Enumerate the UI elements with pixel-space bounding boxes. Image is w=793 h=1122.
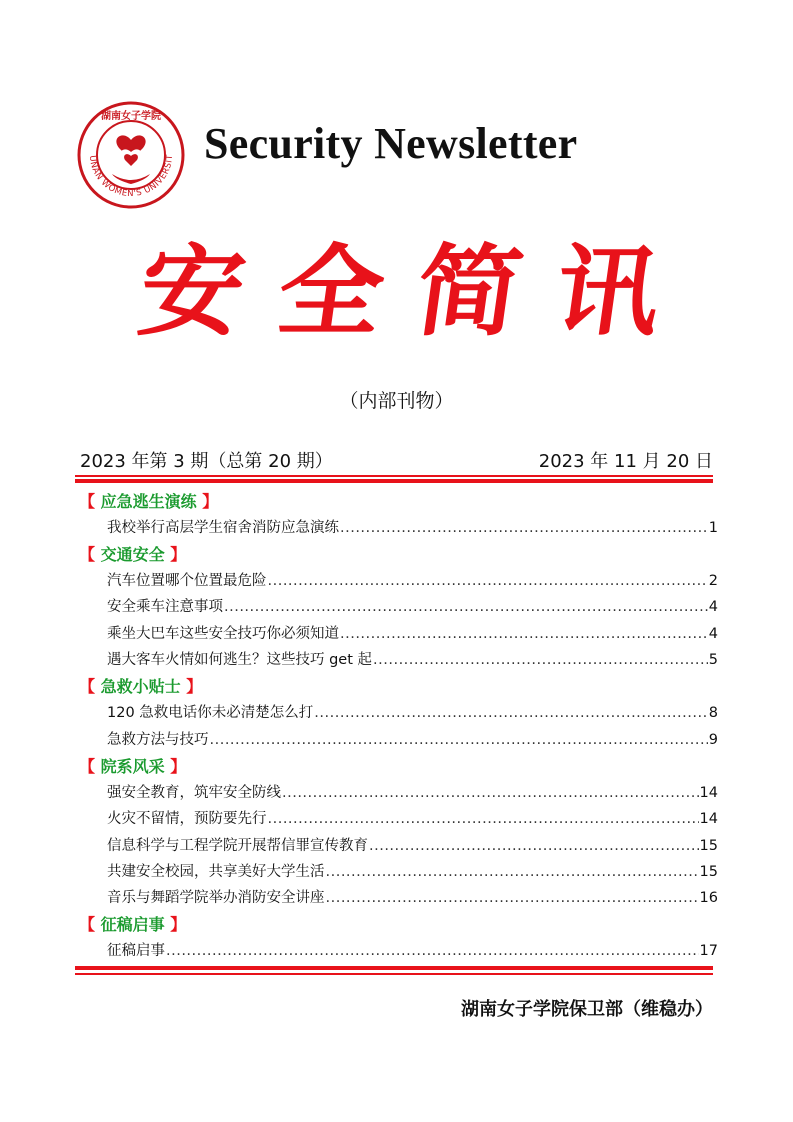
toc-leader-dots (340, 626, 708, 642)
toc-section-heading: 【 急救小贴士 】 (79, 677, 203, 696)
publisher-organization: 湖南女子学院保卫部（维稳办） (461, 999, 713, 1020)
header-rule-thin (75, 475, 713, 477)
toc-entry[interactable] (107, 886, 718, 907)
toc-entry[interactable] (107, 516, 718, 537)
toc-entry[interactable] (107, 860, 718, 881)
toc-entry-title: 火灾不留情，预防要先行 (107, 811, 267, 827)
toc-entry-title: 征稿启事 (107, 943, 165, 959)
toc-entry-page: 17 (699, 943, 718, 959)
section-title: 急救小贴士 (100, 677, 181, 696)
section-title: 交通安全 (100, 545, 165, 564)
toc-leader-dots (268, 811, 699, 827)
toc-leader-dots (314, 705, 707, 721)
toc-leader-dots (166, 943, 699, 959)
toc-entry-title: 汽车位置哪个位置最危险 (107, 573, 267, 589)
hunan-womens-university-logo-icon (76, 100, 186, 210)
section-title: 院系风采 (100, 757, 165, 776)
toc-entry-title: 音乐与舞蹈学院举办消防安全讲座 (107, 890, 325, 906)
logo-top-text: 湖南女子学院 (101, 111, 161, 122)
toc-entry-title: 乘坐大巴车这些安全技巧你必须知道 (107, 626, 339, 642)
toc-entry-page: 14 (699, 785, 718, 801)
toc-leader-dots (373, 652, 708, 668)
toc-entry[interactable] (107, 939, 718, 960)
toc-entry[interactable] (107, 595, 718, 616)
logo-ring-text: UNAN WOMEN'S UNIVERSIT (86, 154, 176, 200)
toc-entry-page: 1 (708, 520, 718, 536)
toc-leader-dots (210, 732, 708, 748)
issue-number: 2023 年第 3 期（总第 20 期） (80, 451, 333, 472)
toc-leader-dots (340, 520, 708, 536)
toc-section-heading: 【 院系风采 】 (79, 757, 187, 776)
toc-entry-title: 我校举行高层学生宿舍消防应急演练 (107, 520, 339, 536)
toc-entry[interactable] (107, 728, 718, 749)
title-char-3: 简 (409, 233, 530, 350)
footer-rule-thick (75, 966, 713, 970)
toc-entry[interactable] (107, 701, 718, 722)
english-title: Security Newsletter (204, 119, 578, 168)
university-logo (76, 100, 186, 210)
toc-leader-dots (224, 599, 708, 615)
toc-entry-title: 急救方法与技巧 (107, 732, 209, 748)
toc-entry[interactable] (107, 834, 718, 855)
toc-leader-dots (282, 785, 699, 801)
toc-entry-page: 16 (699, 890, 718, 906)
toc-section-heading: 【 交通安全 】 (79, 545, 187, 564)
toc-entry-page: 2 (708, 573, 718, 589)
toc-entry-title: 信息科学与工程学院开展帮信罪宣传教育 (107, 838, 368, 854)
issue-date: 2023 年 11 月 20 日 (538, 451, 713, 472)
internal-publication-note: （内部刊物） (339, 390, 454, 412)
toc-entry-page: 4 (708, 599, 718, 615)
toc-entry-title: 共建安全校园，共享美好大学生活 (107, 864, 325, 880)
chinese-title (131, 232, 669, 352)
toc-leader-dots (326, 890, 699, 906)
toc-entry-page: 9 (708, 732, 718, 748)
toc-entry-page: 4 (708, 626, 718, 642)
toc-entry[interactable] (107, 622, 718, 643)
toc-entry[interactable] (107, 569, 718, 590)
toc-entry-title: 120 急救电话你未必清楚怎么打 (107, 705, 314, 721)
toc-leader-dots (369, 838, 699, 854)
toc-section-heading: 【 征稿启事 】 (79, 915, 187, 934)
toc-entry[interactable] (107, 648, 718, 669)
toc-entry-title: 遇大客车火情如何逃生？这些技巧 get 起 (107, 652, 373, 668)
toc-section-heading: 【 应急逃生演练 】 (79, 492, 219, 511)
toc-entry-title: 强安全教育，筑牢安全防线 (107, 785, 281, 801)
toc-entry-page: 14 (699, 811, 718, 827)
toc-entry[interactable] (107, 781, 718, 802)
toc-leader-dots (268, 573, 708, 589)
title-char-1: 安 (131, 233, 253, 350)
issue-row (80, 447, 713, 473)
footer-rule-thin (75, 973, 713, 975)
toc-entry-page: 8 (708, 705, 718, 721)
toc-entry-page: 5 (708, 652, 718, 668)
toc-entry-title: 安全乘车注意事项 (107, 599, 223, 615)
toc-entry[interactable] (107, 807, 718, 828)
toc-entry-page: 15 (699, 864, 718, 880)
toc-leader-dots (326, 864, 699, 880)
title-char-4: 讯 (547, 233, 669, 350)
header-rule-thick (75, 479, 713, 483)
section-title: 征稿启事 (100, 915, 165, 934)
title-char-2: 全 (270, 233, 391, 350)
section-title: 应急逃生演练 (100, 492, 197, 511)
toc-entry-page: 15 (699, 838, 718, 854)
